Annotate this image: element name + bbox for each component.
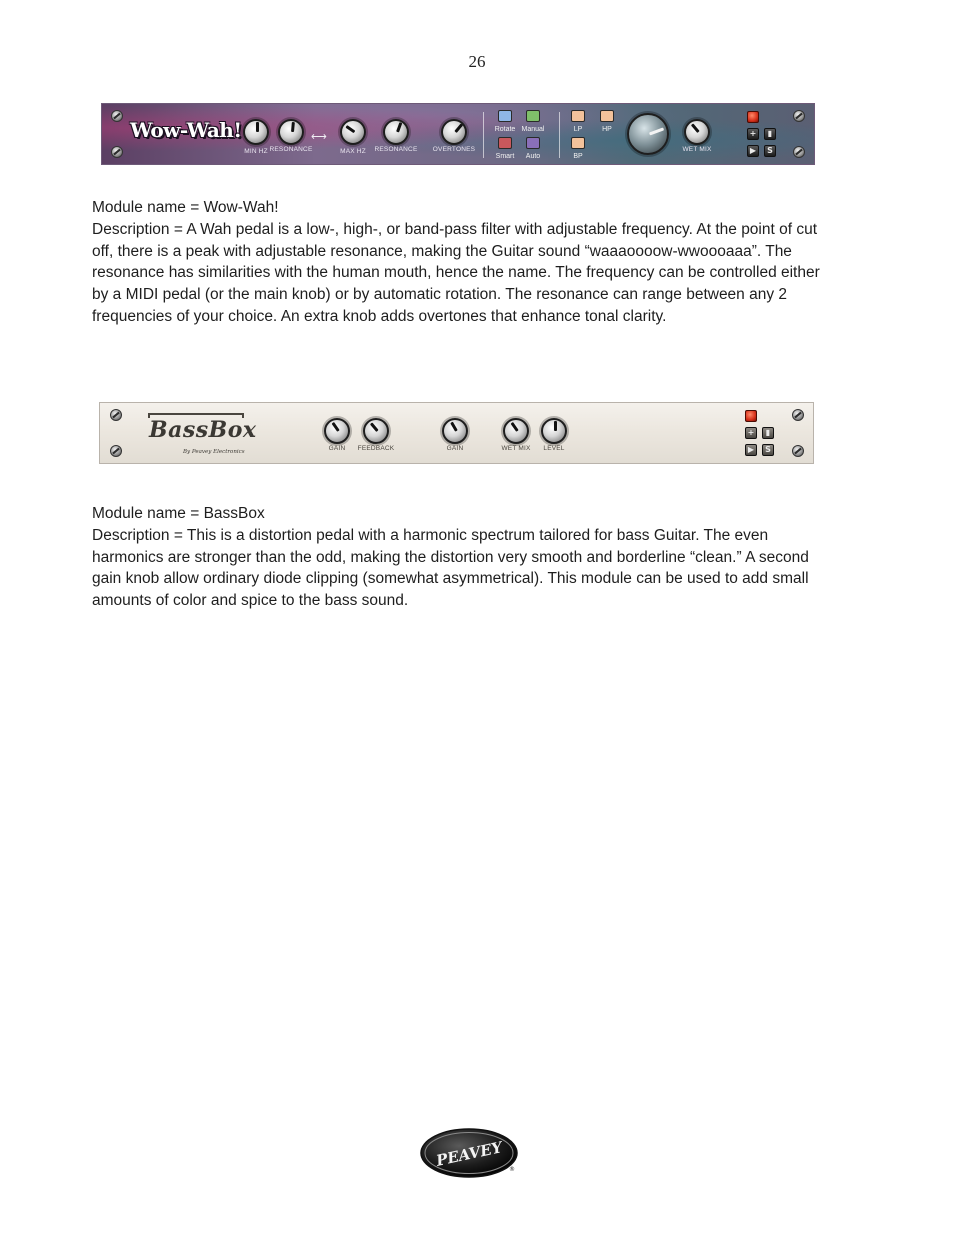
play-button[interactable]: ▶ bbox=[747, 145, 759, 157]
manual-button[interactable] bbox=[526, 110, 540, 122]
peavey-logo-icon bbox=[419, 1127, 519, 1179]
wowwah-module-panel bbox=[101, 103, 815, 165]
resonance-min-knob[interactable] bbox=[278, 119, 304, 145]
screw-icon bbox=[792, 445, 804, 457]
add-button[interactable]: + bbox=[745, 427, 757, 439]
smart-button[interactable] bbox=[498, 137, 512, 149]
logo-registered-mark: ® bbox=[509, 1166, 515, 1173]
module-name-line: Module name = Wow-Wah! bbox=[92, 199, 279, 216]
button-label: Manual bbox=[521, 126, 545, 133]
bp-filter-button[interactable] bbox=[571, 137, 585, 149]
button-label: Smart bbox=[495, 153, 515, 160]
knob-label: WET MIX bbox=[501, 445, 531, 452]
wet-mix-knob[interactable] bbox=[503, 418, 529, 444]
button-label: LP bbox=[573, 126, 583, 133]
screw-icon bbox=[792, 409, 804, 421]
logo-wordmark: PEAVEY bbox=[434, 1138, 504, 1170]
max-hz-knob[interactable] bbox=[340, 119, 366, 145]
knob-label: MAX HZ bbox=[340, 148, 366, 155]
bassbox-module-panel bbox=[99, 402, 814, 464]
power-button[interactable] bbox=[745, 410, 757, 422]
module-title: BassBox bbox=[149, 417, 257, 443]
main-frequency-knob[interactable] bbox=[627, 113, 669, 155]
hp-filter-button[interactable] bbox=[600, 110, 614, 122]
knob-label: RESONANCE bbox=[269, 146, 313, 153]
rotate-button[interactable] bbox=[498, 110, 512, 122]
screw-icon bbox=[111, 110, 123, 122]
diode-gain-knob[interactable] bbox=[442, 418, 468, 444]
screw-icon bbox=[110, 445, 122, 457]
resonance-max-knob[interactable] bbox=[383, 119, 409, 145]
button-label: Rotate bbox=[494, 126, 516, 133]
wowwah-description-block bbox=[92, 197, 832, 328]
add-button[interactable]: + bbox=[747, 128, 759, 140]
divider bbox=[483, 112, 484, 158]
lock-button[interactable]: ▮ bbox=[762, 427, 774, 439]
range-arrow-icon: ⟷ bbox=[311, 131, 327, 143]
divider bbox=[559, 112, 560, 158]
screw-icon bbox=[110, 409, 122, 421]
button-label: BP bbox=[573, 153, 583, 160]
save-button[interactable]: S bbox=[764, 145, 776, 157]
lock-button[interactable]: ▮ bbox=[764, 128, 776, 140]
knob-label: OVERTONES bbox=[432, 146, 476, 153]
knob-label: WET MIX bbox=[682, 146, 712, 153]
play-button[interactable]: ▶ bbox=[745, 444, 757, 456]
lp-filter-button[interactable] bbox=[571, 110, 585, 122]
save-button[interactable]: S bbox=[762, 444, 774, 456]
level-knob[interactable] bbox=[541, 418, 567, 444]
knob-label: GAIN bbox=[446, 445, 464, 452]
module-name-line: Module name = BassBox bbox=[92, 505, 265, 522]
page-number: 26 bbox=[468, 52, 486, 71]
module-title: Wow-Wah! bbox=[130, 118, 242, 142]
knob-label: LEVEL bbox=[543, 445, 565, 452]
module-description: Description = A Wah pedal is a low-, high-, or band-pass filter with adjustable frequency. At the point of cut off, there is a peak with adjustable resonance, making the Guitar sound “waaaoooow-wwoooaaa”. The resonance has similarities with the human mouth, hence the name. The frequency can be controlled either by a MIDI pedal (or the main knob) or by automatic rotation. The resonance can range between any 2 frequencies of your choice. An extra knob adds overtones that enhance tonal clarity. bbox=[92, 220, 820, 325]
power-button[interactable] bbox=[747, 111, 759, 123]
knob-label: GAIN bbox=[328, 445, 346, 452]
knob-label: RESONANCE bbox=[374, 146, 418, 153]
overtones-knob[interactable] bbox=[441, 119, 467, 145]
bassbox-description-block bbox=[92, 503, 832, 612]
button-label: Auto bbox=[525, 153, 541, 160]
screw-icon bbox=[111, 146, 123, 158]
auto-button[interactable] bbox=[526, 137, 540, 149]
min-hz-knob[interactable] bbox=[243, 119, 269, 145]
screw-icon bbox=[793, 146, 805, 158]
button-label: HP bbox=[602, 126, 612, 133]
knob-label: MIN HZ bbox=[244, 148, 268, 155]
gain-knob[interactable] bbox=[324, 418, 350, 444]
feedback-knob[interactable] bbox=[363, 418, 389, 444]
wet-mix-knob[interactable] bbox=[684, 119, 710, 145]
screw-icon bbox=[793, 110, 805, 122]
peavey-logo bbox=[419, 1127, 519, 1179]
module-subtitle: By Peavey Electronics bbox=[183, 449, 245, 455]
module-description: Description = This is a distortion pedal with a harmonic spectrum tailored for bass Guitar. The even harmonics are stronger than the odd, making the distortion very smooth and borderline “clean.” A second gain knob allow ordinary diode clipping (somewhat asymmetrical). This module can be used to add small amounts of color and spice to the bass sound. bbox=[92, 526, 809, 610]
knob-label: FEEDBACK bbox=[357, 445, 395, 452]
